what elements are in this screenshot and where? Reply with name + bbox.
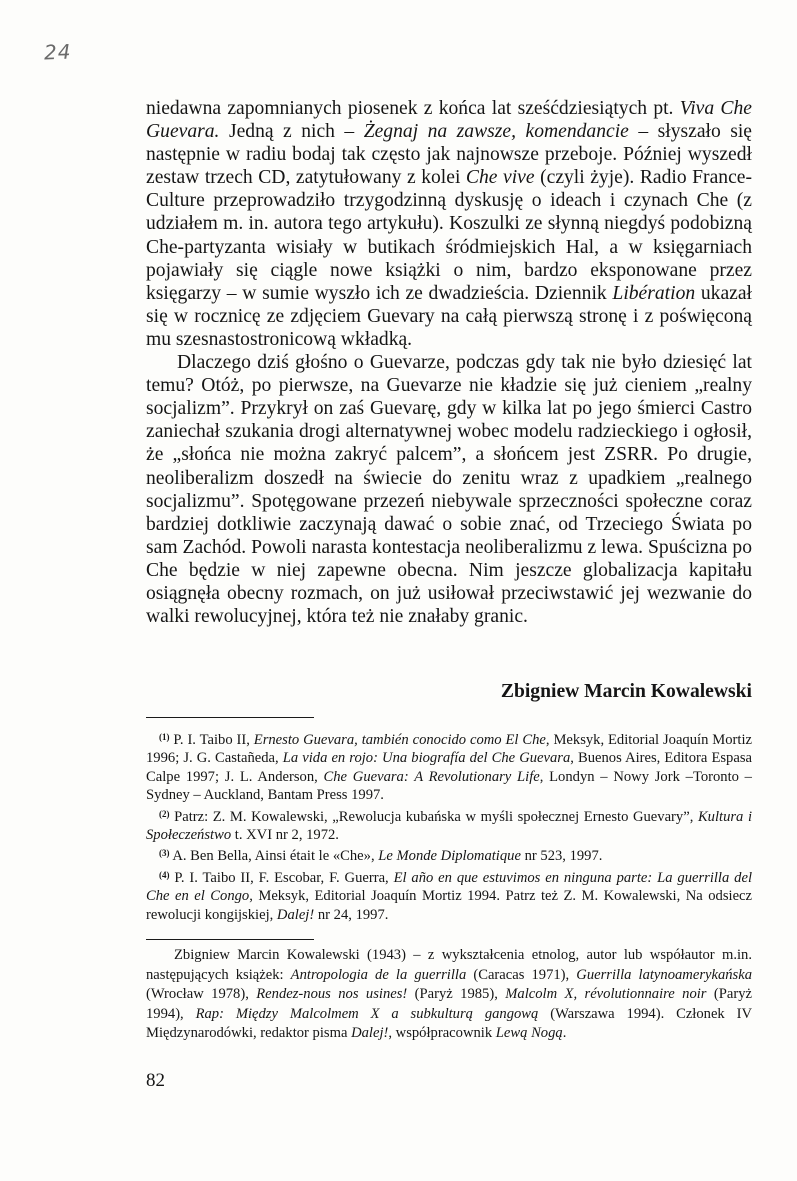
footnote-text: P. I. Taibo II, F. Escobar, F. Guerra, El año en que estuvimos en ninguna parte: La guerrilla del Che en el Congo, Meksyk, Editorial Joaquín Mortiz 1994. Patrz też Z. M. Kowalewski, Na odsiecz rewolucji kongijskiej, Dalej! nr 24, 1997. [146,869,753,923]
footnote-mark: (4) [159,869,170,880]
italic-title: Dalej! [276,906,315,923]
italic-title: Rendez-nous nos usines! [256,986,408,1003]
italic-title: Ernesto Guevara, también conocido como El Che [253,732,546,748]
footnote [146,844,752,865]
italic-title: Antropologia de la guerrilla [290,966,467,983]
footnote [146,728,752,805]
footnote-mark: (1) [159,732,170,742]
author-bio-text: Zbigniew Marcin Kowalewski (1943) – z wykształcenia etnolog, autor lub współautor m.in. następujących książek: Antropologia de la guerrilla (Caracas 1971), Guerrilla latynoamerykańska (Wrocław 1978), Rendez-nous nos usines! (Paryż 1985), Malcolm X, révolutionnaire noir (Paryż 1994), Rap: Między Malcolmem X a subkulturą gangową (Warszawa 1994). Członek IV Międzynarodówki, redaktor pisma Dalej!, współpracownik Lewą Nogą. [146,947,752,1042]
footnote-text: Patrz: Z. M. Kowalewski, „Rewolucja kubańska w myśli społecznej Ernesto Guevary”, Kultura i Społeczeństwo t. XVI nr 2, 1972. [146,808,752,844]
italic-title: Dalej! [351,1025,389,1042]
italic-title: Che vive [465,167,535,189]
italic-title: Żegnaj na zawsze, komendancie [363,121,629,143]
footnotes [146,728,752,924]
footnote-text: P. I. Taibo II, Ernesto Guevara, también conocido como El Che, Meksyk, Editorial Joaquín Mortiz 1996; J. G. Castañeda, La vida en rojo: Una biografía del Che Guevara, Buenos Aires, Editora Espasa Calpe 1997; J. L. Anderson, Che Guevara: A Revolutionary Life, Londyn – Nowy Jork –Toronto – Sydney – Auckland, Bantam Press 1997. [146,732,752,804]
italic-title: Kultura i Społeczeństwo [146,808,752,844]
author-bio [146,946,752,1044]
italic-title: Guerrilla latynoamerykańska [576,966,752,983]
handwritten-page-note: 24 [43,39,72,65]
footnote [146,866,752,924]
italic-title: La vida en rojo: Una biografía del Che Guevara [282,750,571,767]
italic-title: Le Monde Diplomatique [378,848,521,865]
body-paragraph: niedawna zapomnianych piosenek z końca lat sześćdziesiątych pt. Viva Che Guevara. Jedną z nich – Żegnaj na zawsze, komendancie – słyszało się następnie w radiu bodaj tak często jak najnowsze przeboje. Później wyszedł zestaw trzech CD, zatytułowany z kolei Che vive (czyli żyje). Radio France-Culture przeprowadziło trzygodzinną dyskusję o ideach i czynach Che (z udziałem m. in. autora tego artykułu). Koszulki ze słynną niegdyś podobizną Che-partyzanta wisiały w butikach śródmiejskich Hal, a w księgarniach pojawiały się ciągle nowe książki o nim, bardzo eksponowane przez księgarzy – w sumie wyszło ich ze dwadzieścia. Dziennik Libération ukazał się w rocznicę ze zdjęciem Guevary na całą pierwszą stronę i z poświęconą mu szesnastostronicową wkładką. [146,98,752,350]
author-signature: Zbigniew Marcin Kowalewski [500,681,752,702]
italic-title: Malcolm X, révolutionnaire noir [505,986,707,1003]
italic-title: Viva Che Guevara. [146,98,752,143]
italic-title: El año en que estuvimos en ninguna parte: La guerrilla del Che en el Congo [146,869,752,905]
bio-divider [146,939,314,940]
footnote [146,805,752,845]
article-body [146,97,752,628]
footnote-mark: (2) [159,808,170,819]
italic-title: Rap: Między Malcolmem X a subkulturą gangową [195,1005,539,1022]
italic-title: Libération [612,282,696,304]
footnote-divider [146,717,314,718]
italic-title: Lewą Nogą [495,1025,563,1042]
body-paragraph: Dlaczego dziś głośno o Guevarze, podczas gdy tak nie było dziesięć lat temu? Otóż, po pierwsze, na Guevarze nie kładzie się już cieniem „realny socjalizm”. Przykrył on zaś Guevarę, gdy w kilka lat po jego śmierci Castro zaniechał szukania drogi alternatywnej wobec modelu radzieckiego i ogłosił, że „słońca nie można zakryć palcem”, a słońcem jest ZSRR. Po drugie, neoliberalizm doszedł na świecie do zenitu wraz z upadkiem „realnego socjalizmu”. Spotęgowane przezeń niebywale sprzeczności społeczne coraz bardziej dotkliwie zaczynają dawać o sobie znać, od Trzeciego Świata po sam Zachód. Powoli narasta kontestacja neoliberalizmu z lewa. Spuścizna po Che będzie w niej zapewne obecna. Nim jeszcze globalizacja kapitału osiągnęła obecny rozmach, on już usiłował przeciwstawić jej wezwanie do walki rewolucyjnej, która też nie znałaby granic. [146,352,752,628]
italic-title: Che Guevara: A Revolutionary Life [323,768,540,785]
page-number: 82 [146,1070,165,1091]
footnote-text: A. Ben Bella, Ainsi était le «Che», Le Monde Diplomatique nr 523, 1997. [172,848,603,865]
footnote-mark: (3) [159,848,170,859]
